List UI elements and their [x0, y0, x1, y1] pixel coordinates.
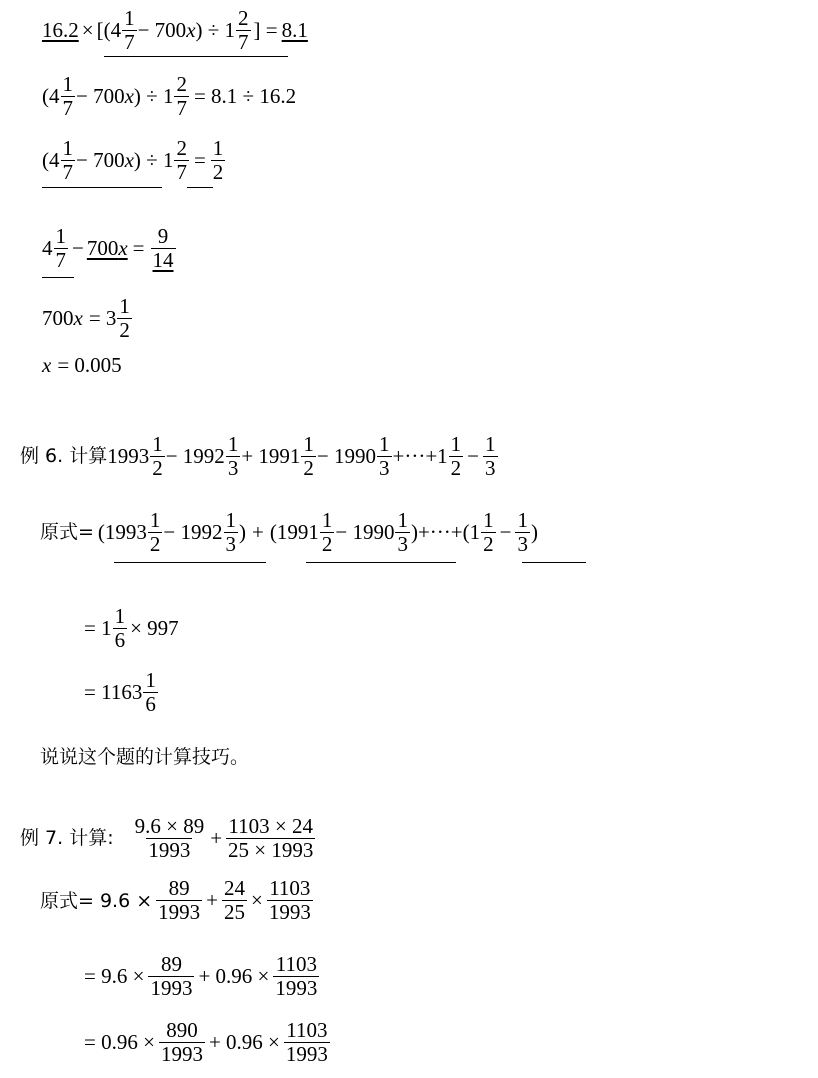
fraction: $\frac{1}{3}$	[485, 432, 496, 480]
fraction: $\frac{1}{2}$	[450, 432, 462, 480]
times-sign: ×	[81, 17, 94, 42]
paren-open: (4	[42, 83, 60, 108]
fraction: $\frac{1}{7}$	[55, 224, 66, 272]
term: + 1991	[241, 443, 301, 468]
underline-seven	[42, 277, 74, 278]
equation-step-3	[42, 134, 226, 186]
equals-value: = 1163	[84, 679, 143, 704]
equals-value: = 9.6 ×	[84, 963, 145, 988]
equals-sign: =	[132, 235, 145, 260]
equation-step-4	[42, 222, 177, 274]
minus-sign: −	[467, 443, 480, 468]
fraction: $\frac{24}{25}$	[223, 876, 245, 924]
term: (1991	[269, 519, 319, 544]
tip-note: 说说这个题的计算技巧。	[40, 745, 250, 768]
fraction: $\frac{2}{7}$	[176, 72, 187, 120]
equation-tail: = 8.1 ÷ 16.2	[193, 83, 297, 108]
minus-term: − 700	[76, 147, 125, 172]
fraction: $\frac{1103}{1993}$	[285, 1018, 328, 1066]
fraction: $\frac{1}{7}$	[124, 6, 135, 54]
equals-value: = 3	[88, 305, 117, 330]
variable-x: x	[124, 83, 134, 108]
plus-sign: +	[210, 825, 223, 850]
paren-close: )	[530, 519, 538, 544]
fraction: $\frac{1}{3}$	[397, 508, 408, 556]
result-8-1: 8.1	[281, 17, 308, 42]
solution-value: = 0.005	[57, 352, 122, 377]
variable-x: x	[124, 147, 134, 172]
underline-group-2	[187, 187, 213, 188]
term: − 1992	[163, 519, 223, 544]
example-6-result-2	[84, 666, 159, 718]
term: )+···+(1	[410, 519, 481, 544]
underline-group-1	[42, 187, 162, 188]
fraction: $\frac{890}{1993}$	[160, 1018, 203, 1066]
fraction: $\frac{9.6 \times 89}{1993}$	[134, 814, 205, 862]
fraction: $\frac{1}{3}$	[227, 432, 239, 480]
equals-value: = 1	[84, 615, 112, 640]
variable-x: x	[186, 17, 196, 42]
example-6-problem	[20, 430, 499, 482]
minus-sign: −	[72, 235, 84, 260]
example-7-solution	[40, 872, 314, 928]
equation-step-6	[42, 352, 122, 378]
paren-close: )	[239, 519, 247, 544]
fraction: $\frac{1}{2}$	[152, 432, 163, 480]
fraction: $\frac{1}{7}$	[62, 72, 73, 120]
equals-sign: =	[193, 147, 206, 172]
fraction: $\frac{1}{2}$	[321, 508, 333, 556]
fraction: $\frac{89}{1993}$	[158, 876, 201, 924]
variable-x: x	[118, 235, 128, 260]
fraction: $\frac{1}{3}$	[225, 508, 237, 556]
fraction: $\frac{1}{6}$	[145, 668, 156, 716]
example-label: 例 6. 计算	[20, 444, 108, 467]
minus-term: − 700	[137, 17, 187, 42]
division: ) ÷ 1	[133, 83, 174, 108]
term: 1993	[107, 443, 150, 468]
equals-value: = 0.96 ×	[84, 1029, 155, 1054]
underline-group-a	[114, 562, 266, 563]
fraction: $\frac{9}{14}$	[152, 224, 174, 272]
equation-step-5	[42, 292, 133, 344]
solution-label	[40, 890, 152, 911]
example-6-result-1	[84, 602, 179, 654]
fraction: $\frac{1}{2}$	[303, 432, 314, 480]
fraction: $\frac{1}{6}$	[114, 604, 126, 652]
fraction: $\frac{1}{7}$	[62, 136, 73, 184]
fraction: $\frac{1}{3}$	[517, 508, 528, 556]
solution-label: 原式=	[40, 520, 94, 543]
division: ) ÷ 1	[195, 17, 236, 42]
term: − 1990	[316, 443, 376, 468]
fraction: $\frac{2}{7}$	[176, 136, 187, 184]
underline-group-b	[306, 562, 456, 563]
term-16-2: 16.2	[42, 17, 79, 42]
plus-sign: +	[252, 519, 264, 544]
plus-sign: +	[206, 887, 218, 912]
equation-step-1	[42, 4, 308, 56]
middle-term: + 0.96 ×	[208, 1029, 280, 1054]
fraction: $\frac{1103 \times 24}{25 \times 1993}$	[228, 814, 314, 862]
coefficient: 700	[42, 305, 74, 330]
underline-group-c	[522, 562, 586, 563]
equation-step-2	[42, 70, 296, 122]
coefficient: 700	[86, 235, 119, 260]
example-7-result-1	[84, 948, 320, 1004]
term: +···+1	[392, 443, 448, 468]
label-text: 原式= 9.6 ×	[40, 889, 153, 912]
middle-term: + 0.96 ×	[198, 963, 270, 988]
fraction: $\frac{1}{2}$	[483, 508, 494, 556]
example-7-problem	[20, 810, 316, 866]
paren-open: (4	[42, 147, 60, 172]
example-7-result-2	[84, 1014, 331, 1070]
example-6-solution	[40, 506, 538, 558]
division: ) ÷ 1	[133, 147, 174, 172]
term: − 1992	[165, 443, 225, 468]
fraction: $\frac{1}{2}$	[149, 508, 161, 556]
fraction: $\frac{1}{3}$	[379, 432, 390, 480]
variable-x: x	[73, 305, 83, 330]
fraction: $\frac{1103}{1993}$	[275, 952, 318, 1000]
fraction: $\frac{2}{7}$	[238, 6, 249, 54]
minus-sign: −	[499, 519, 512, 544]
variable-x: x	[42, 352, 52, 377]
term: − 1990	[335, 519, 395, 544]
term-700x	[86, 235, 128, 260]
times-sign: ×	[250, 887, 263, 912]
example-label: 例 7. 计算:	[20, 826, 114, 849]
fraction: $\frac{89}{1993}$	[150, 952, 193, 1000]
bracket-close: ] =	[253, 17, 278, 42]
fraction: $\frac{1}{2}$	[212, 136, 224, 184]
underline-bracket	[104, 56, 288, 57]
term: (1993	[97, 519, 147, 544]
whole-number: 4	[42, 235, 53, 260]
product-tail: × 997	[130, 615, 179, 640]
fraction: $\frac{1103}{1993}$	[268, 876, 311, 924]
fraction: $\frac{1}{2}$	[119, 294, 130, 342]
bracket-open: [(4	[96, 17, 122, 42]
minus-term: − 700	[76, 83, 125, 108]
